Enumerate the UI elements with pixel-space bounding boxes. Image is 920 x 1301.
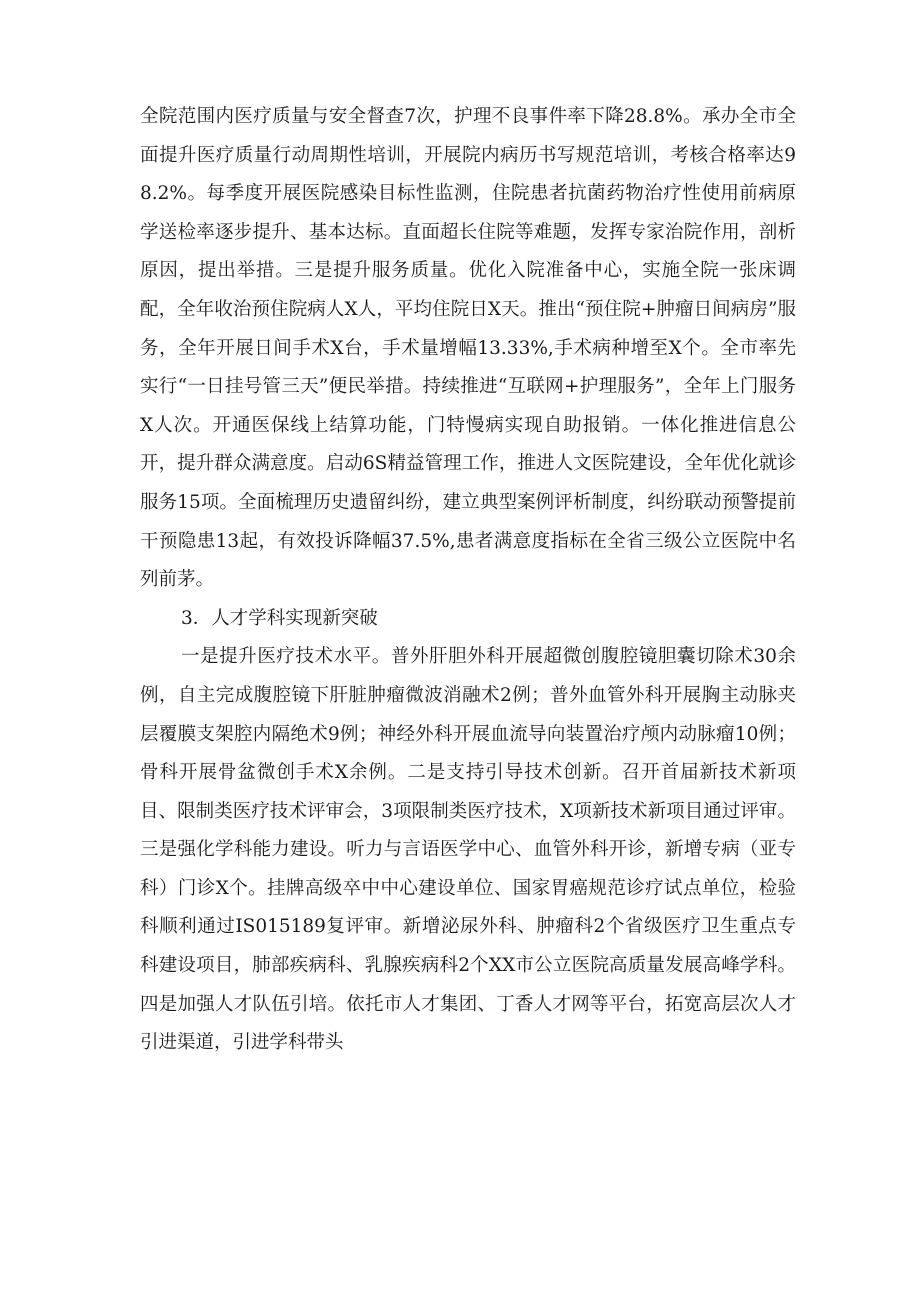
- document-body: [140, 98, 796, 1063]
- body-paragraph-continued: 全院范围内医疗质量与安全督查7次，护理不良事件率下降28.8%。承办全市全面提升医疗质量行动周期性培训，开展院内病历书写规范培训，考核合格率达98.2%。每季度开展医院感染目标性监测，住院患者抗菌药物治疗性使用前病原学送检率逐步提升、基本达标。直面超长住院等难题，发挥专家治院作用，剖析原因，提出举措。三是提升服务质量。优化入院准备中心，实施全院一张床调配，全年收治预住院病人X人，平均住院日X天。推出“预住院+肿瘤日间病房”服务，全年开展日间手术X台，手术量增幅13.33%,手术病种增至X个。全市率先实行“一日挂号管三天”便民举措。持续推进“互联网+护理服务”，全年上门服务X人次。开通医保线上结算功能，门特慢病实现自助报销。一体化推进信息公开，提升群众满意度。启动6S精益管理工作，推进人文医院建设，全年优化就诊服务15项。全面梳理历史遗留纠纷，建立典型案例评析制度，纠纷联动预警提前干预隐患13起，有效投诉降幅37.5%,患者满意度指标在全省三级公立医院中名列前茅。: [140, 106, 796, 591]
- section-heading: 3．人才学科实现新突破: [181, 607, 378, 629]
- body-paragraph: 一是提升医疗技术水平。普外肝胆外科开展超微创腹腔镜胆囊切除术30余例，自主完成腹腔镜下肝脏肿瘤微波消融术2例；普外血管外科开展胸主动脉夹层覆膜支架腔内隔绝术9例；神经外科开展血流导向装置治疗颅内动脉瘤10例；骨科开展骨盆微创手术X余例。二是支持引导技术创新。召开首届新技术新项目、限制类医疗技术评审会，3项限制类医疗技术，X项新技术新项目通过评审。三是强化学科能力建设。听力与言语医学中心、血管外科开诊，新增专病（亚专科）门诊X个。挂牌高级卒中中心建设单位、国家胃癌规范诊疗试点单位，检验科顺利通过IS015189复评审。新增泌尿外科、肿瘤科2个省级医疗卫生重点专科建设项目，肺部疾病科、乳腺疾病科2个XX市公立医院高质量发展高峰学科。四是加强人才队伍引培。依托市人才集团、丁香人才网等平台，拓宽高层次人才引进渠道，引进学科带头: [140, 646, 796, 1054]
